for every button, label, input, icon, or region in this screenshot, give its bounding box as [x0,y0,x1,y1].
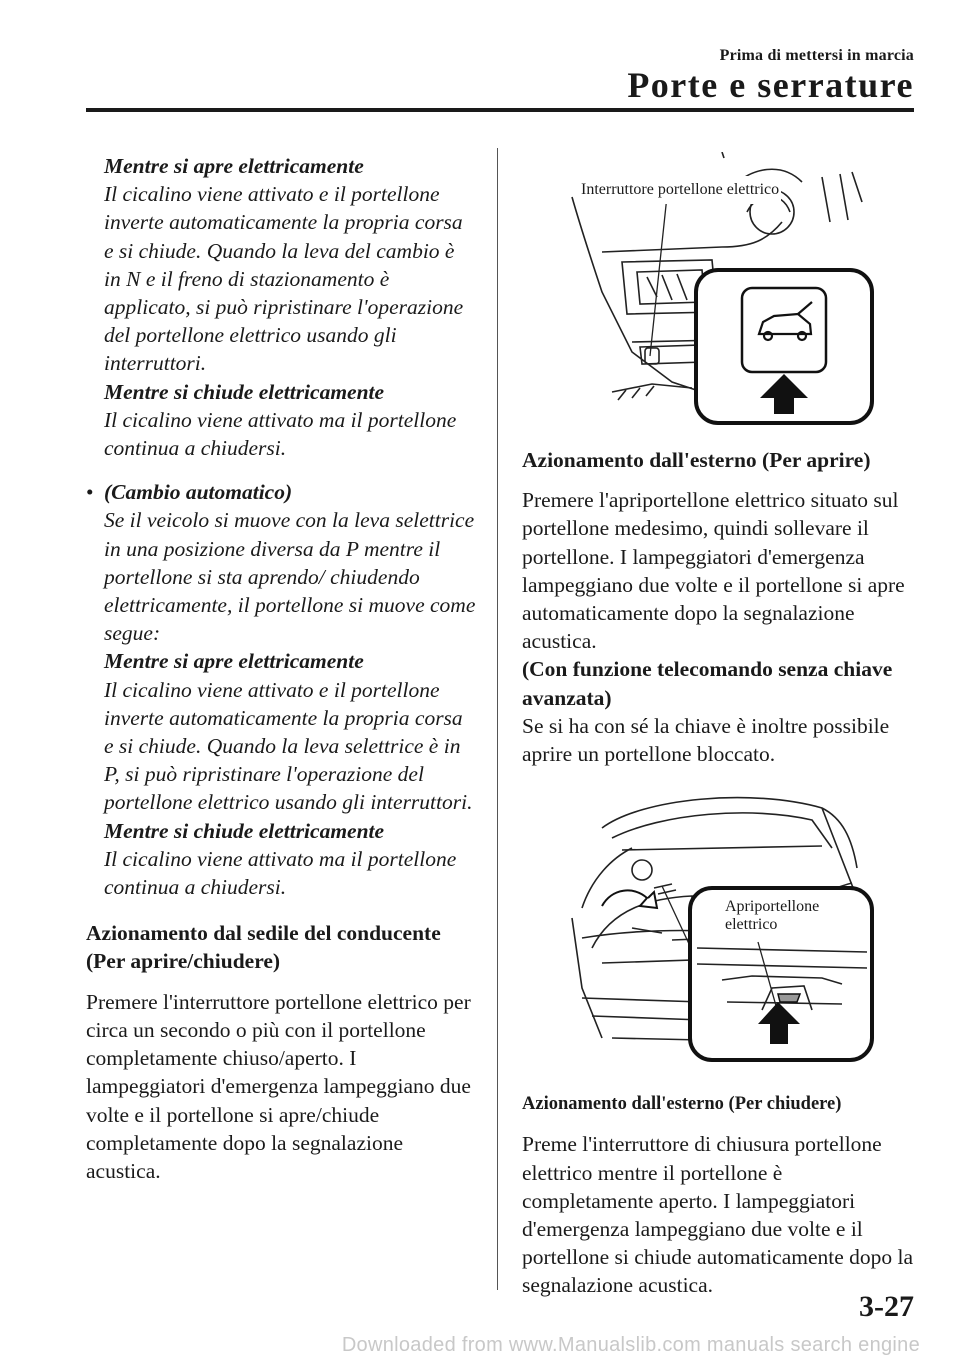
driver-seat-text: Premere l'interruttore portellone elettrico per circa un secondo o più con il portellone completamente chiuso/aperto. I lampeggiatori d'emergenza lampeggiano due volte e il portellone si apre/chiude completamente dopo la segnalazione acustica. [86,989,471,1183]
figure-power-liftgate-switch [522,152,918,428]
driver-seat-heading: Azionamento dal sedile del conducente (Per aprire/chiudere) [86,921,441,974]
bullet-heading: (Cambio automatico) [104,480,293,505]
footer-watermark: Downloaded from www.Manualslib.com manuals search engine [341,1334,920,1356]
opener-label-line-1: Apriportellone [725,898,820,916]
opener-callout-label [723,898,821,934]
switch-callout-label: Interruttore portellone elettrico [579,176,781,204]
opening-heading: Mentre si apre elettricamente [104,154,364,178]
opening-text: Il cicalino viene attivato e il portellone inverte automaticamente la propria corsa e si chiude. Quando la leva del cambio è in N e il freno di stazionamento è applicato, si può ripristinare l'operazione del portellone elettrico usando gli interruttori. [104,182,464,376]
column-divider [497,148,498,1290]
keyless-text: Se si ha con sé la chiave è inoltre possibile aprire un portellone bloccato. [522,713,890,767]
header-rule [86,108,914,112]
outside-open-heading: Azionamento dall'esterno (Per aprire) [522,448,871,472]
outside-close-text: Preme l'interruttore di chiusura portellone elettrico mentre il portellone è completamente aperto. I lampeggiatori d'emergenza lampeggiano due volte e il portellone si chiude automaticamente dopo la segnalazione acustica. [522,1132,914,1298]
outside-close-heading: Azionamento dall'esterno (Per chiudere) [522,1094,842,1115]
closing-heading: Mentre si chiude elettricamente [104,379,385,404]
figure-liftgate-opener [522,788,918,1070]
bullet-automatic-transmission [86,478,476,901]
bullet-opening-text: Il cicalino viene attivato e il portellone inverte automaticamente la propria corsa e si chiude. Quando la leva selettrice è in P, si può ripristinare l'operazione del portellone elettrico usando gli interruttori. [104,677,473,815]
bullet-closing-heading: Mentre si chiude elettricamente [104,818,385,843]
page-title: Porte e serrature [627,65,914,105]
right-column [522,152,918,1300]
bullet-dot: • [86,480,94,505]
vehicle-rear-illustration [522,788,918,1070]
left-column [86,152,476,1185]
bullet-closing-text: Il cicalino viene attivato ma il portellone continua a chiudersi. [104,846,457,900]
opener-label-line-2: elettrico [725,916,778,934]
bullet-opening-heading: Mentre si apre elettricamente [104,649,364,674]
bullet-text: Se il veicolo si muove con la leva selettrice in una posizione diversa da P mentre il portellone si sta aprendo/ chiudendo elettricamente, il portellone si muove come segue: [104,508,476,646]
header-section-label: Prima di mettersi in marcia [719,47,914,64]
closing-text: Il cicalino viene attivato ma il portellone continua a chiudersi. [104,407,457,461]
page-number: 3-27 [859,1290,914,1323]
outside-open-text: Premere l'apriportellone elettrico situato sul portellone medesimo, quindi sollevare il portellone. I lampeggiatori d'emergenza lampeggiano due volte e il portellone si apre automaticamente dopo la segnalazione acustica. [522,488,905,654]
keyless-heading: (Con funzione telecomando senza chiave avanzata) [522,657,893,710]
